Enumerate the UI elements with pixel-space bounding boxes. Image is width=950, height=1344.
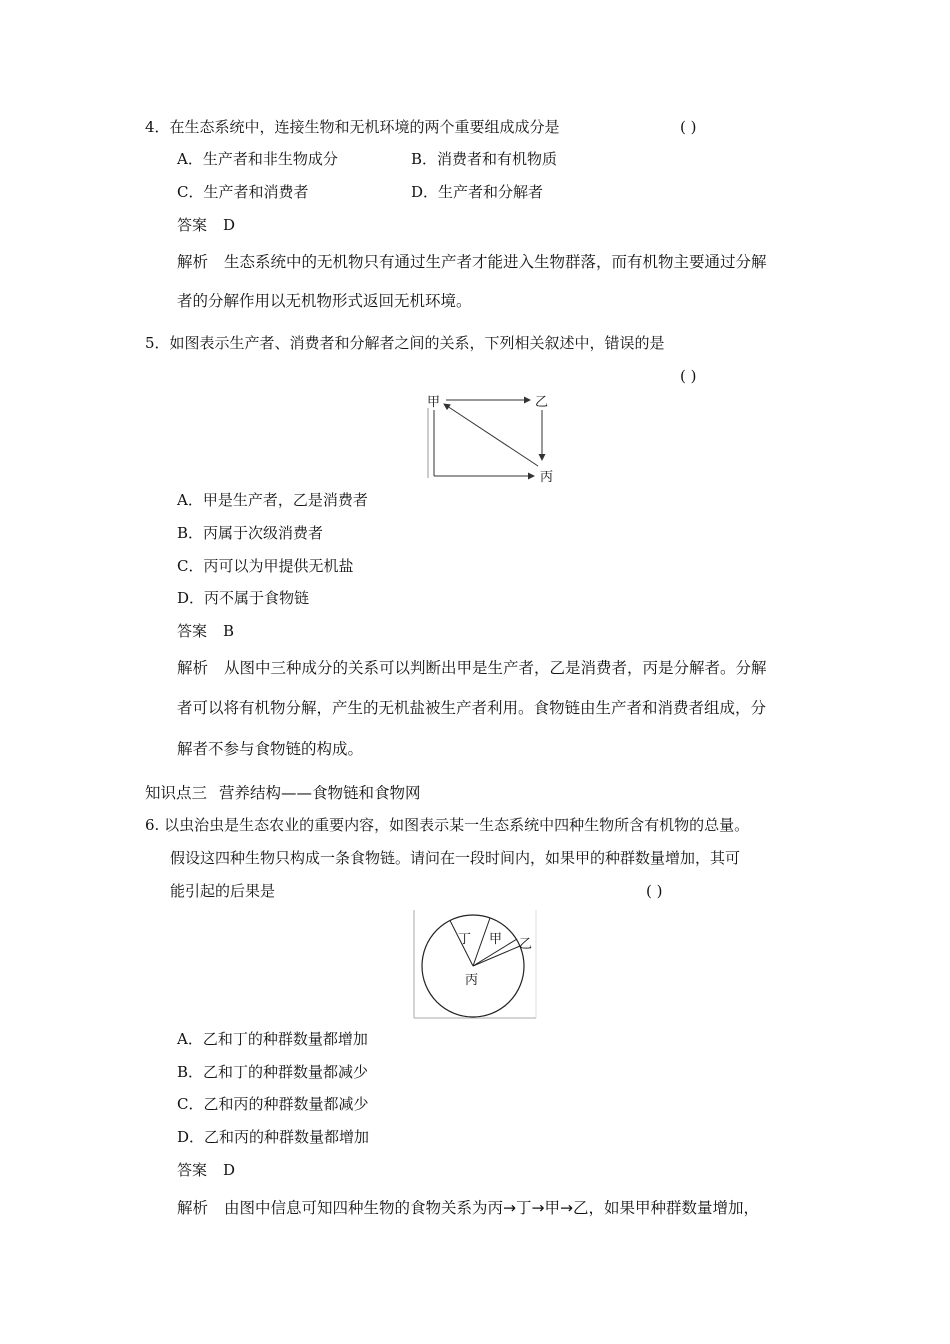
q6-stem-line1: 6. 以虫治虫是生态农业的重要内容，如图表示某一生态系统中四种生物所含有机物的总量。	[145, 816, 750, 834]
pie-label-bing: 丙	[465, 973, 479, 988]
q4-analysis	[177, 252, 767, 272]
section-heading	[145, 783, 421, 803]
q5-answer-paren: ( )	[680, 367, 697, 385]
q4-stem: 4．在生态系统中，连接生物和无机环境的两个重要组成成分是	[145, 118, 560, 136]
q6-stem-line3: 能引起的后果是	[170, 882, 276, 900]
q4-option-b: B．消费者和有机物质	[411, 150, 558, 168]
answer-value: D	[223, 1161, 236, 1179]
answer-label: 答案	[177, 1161, 208, 1179]
node-jia: 甲	[427, 395, 441, 410]
analysis-text: 由图中信息可知四种生物的食物关系为丙→丁→甲→乙，如果甲种群数量增加，	[224, 1199, 759, 1217]
pie-label-ding: 丁	[458, 932, 472, 947]
analysis-label: 解析	[177, 253, 209, 271]
q4-option-d: D．生产者和分解者	[411, 183, 544, 201]
q6-option-a: A．乙和丁的种群数量都增加	[177, 1030, 368, 1048]
node-bing: 丙	[540, 470, 554, 484]
q6-stem-line2: 假设这四种生物只构成一条食物链。请问在一段时间内，如果甲的种群数量增加，其可	[170, 849, 741, 867]
q5-option-b: B．丙属于次级消费者	[177, 524, 324, 542]
pie-label-yi: 乙	[519, 937, 533, 952]
analysis-label: 解析	[177, 1199, 209, 1217]
q6-organic-matter-pie	[413, 908, 537, 1020]
q4-option-c: C．生产者和消费者	[177, 183, 309, 201]
q6-answer-paren: ( )	[646, 882, 663, 900]
answer-value: D	[223, 216, 236, 234]
q5-option-c: C．丙可以为甲提供无机盐	[177, 557, 354, 575]
q4-analysis-cont: 者的分解作用以无机物形式返回无机环境。	[177, 292, 472, 310]
arrow-bing-to-jia	[444, 404, 538, 466]
analysis-text: 生态系统中的无机物只有通过生产者才能进入生物群落，而有机物主要通过分解	[224, 253, 767, 271]
pie-divider-jia	[473, 918, 490, 966]
q4-option-a: A．生产者和非生物成分	[177, 150, 338, 168]
q5-answer	[177, 621, 234, 641]
q5-stem: 5．如图表示生产者、消费者和分解者之间的关系，下列相关叙述中，错误的是	[145, 334, 665, 352]
pie-divider-yi-lower	[473, 946, 520, 966]
q5-option-d: D．丙不属于食物链	[177, 589, 310, 607]
q5-relationship-diagram	[424, 390, 560, 484]
q4-answer-paren: ( )	[680, 118, 697, 136]
q6-option-b: B．乙和丁的种群数量都减少	[177, 1063, 369, 1081]
q6-answer	[177, 1160, 235, 1180]
q6-option-d: D．乙和丙的种群数量都增加	[177, 1128, 370, 1146]
q5-option-a: A．甲是生产者，乙是消费者	[177, 491, 368, 509]
analysis-text: 从图中三种成分的关系可以判断出甲是生产者，乙是消费者，丙是分解者。分解	[224, 659, 767, 677]
answer-label: 答案	[177, 622, 208, 640]
answer-label: 答案	[177, 216, 208, 234]
section-label: 知识点三	[145, 784, 208, 802]
q5-analysis	[177, 658, 767, 678]
q6-analysis	[177, 1198, 759, 1218]
pie-label-jia: 甲	[489, 932, 503, 947]
section-title: 营养结构——食物链和食物网	[219, 784, 421, 802]
q5-analysis-cont-1: 者可以将有机物分解，产生的无机盐被生产者利用。食物链由生产者和消费者组成，分	[177, 699, 767, 717]
analysis-label: 解析	[177, 659, 209, 677]
q4-answer	[177, 215, 235, 235]
answer-value: B	[223, 622, 235, 640]
node-yi: 乙	[535, 395, 549, 410]
q6-option-c: C．乙和丙的种群数量都减少	[177, 1095, 369, 1113]
q5-analysis-cont-2: 解者不参与食物链的构成。	[177, 740, 364, 758]
